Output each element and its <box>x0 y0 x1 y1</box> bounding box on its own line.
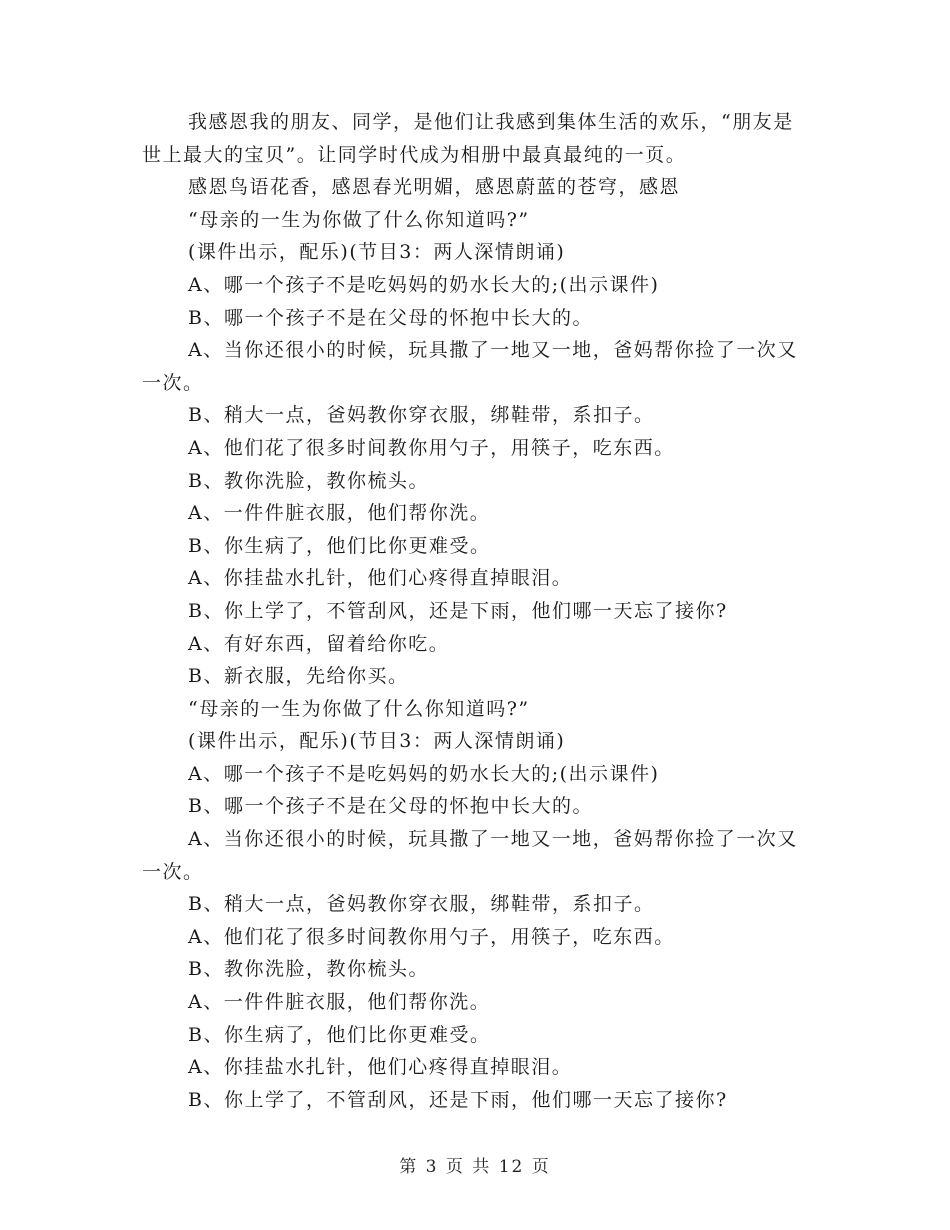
paragraph: “母亲的一生为你做了什么你知道吗?” <box>188 208 530 231</box>
paragraph: B、哪一个孩子不是在父母的怀抱中长大的。 <box>188 795 593 818</box>
paragraph: A、哪一个孩子不是吃妈妈的奶水长大的;(出示课件) <box>188 273 660 296</box>
paragraph: A、有好东西，留着给你吃。 <box>188 632 450 655</box>
paragraph: A、哪一个孩子不是吃妈妈的奶水长大的;(出示课件) <box>188 762 660 785</box>
paragraph: B、哪一个孩子不是在父母的怀抱中长大的。 <box>188 306 593 329</box>
page-number-footer: 第 3 页 共 12 页 <box>399 1157 551 1177</box>
paragraph: A、你挂盐水扎针，他们心疼得直掉眼泪。 <box>188 1056 573 1079</box>
paragraph: “母亲的一生为你做了什么你知道吗?” <box>188 697 530 720</box>
paragraph: A、一件件脏衣服，他们帮你洗。 <box>188 991 491 1014</box>
paragraph: 感恩鸟语花香，感恩春光明媚，感恩蔚蓝的苍穹，感恩 <box>188 176 681 199</box>
paragraph: A、一件件脏衣服，他们帮你洗。 <box>188 502 491 525</box>
paragraph: B、稍大一点，爸妈教你穿衣服，绑鞋带，系扣子。 <box>188 893 655 916</box>
paragraph: A、你挂盐水扎针，他们心疼得直掉眼泪。 <box>188 567 573 590</box>
paragraph: B、你生病了，他们比你更难受。 <box>188 1023 491 1046</box>
paragraph: B、你上学了，不管刮风，还是下雨，他们哪一天忘了接你? <box>188 1088 728 1111</box>
paragraph: B、教你洗脸，教你梳头。 <box>188 469 429 492</box>
paragraph: B、你生病了，他们比你更难受。 <box>188 534 491 557</box>
paragraph: B、新衣服，先给你买。 <box>188 665 409 688</box>
document-body <box>142 106 812 1116</box>
paragraph: B、教你洗脸，教你梳头。 <box>188 958 429 981</box>
paragraph: B、稍大一点，爸妈教你穿衣服，绑鞋带，系扣子。 <box>188 404 655 427</box>
paragraph: (课件出示，配乐)(节目3：两人深情朗诵) <box>188 241 566 264</box>
paragraph: A、他们花了很多时间教你用勺子，用筷子，吃东西。 <box>188 436 675 459</box>
paragraph: B、你上学了，不管刮风，还是下雨，他们哪一天忘了接你? <box>188 599 728 622</box>
paragraph: A、当你还很小的时候，玩具撒了一地又一地，爸妈帮你捡了一次又一次。 <box>142 828 798 883</box>
paragraph: 我感恩我的朋友、同学，是他们让我感到集体生活的欢乐，“朋友是世上最大的宝贝”。让同学时代成为相册中最真最纯的一页。 <box>142 111 794 166</box>
paragraph: (课件出示，配乐)(节目3：两人深情朗诵) <box>188 730 566 753</box>
paragraph: A、当你还很小的时候，玩具撒了一地又一地，爸妈帮你捡了一次又一次。 <box>142 339 798 394</box>
paragraph: A、他们花了很多时间教你用勺子，用筷子，吃东西。 <box>188 925 675 948</box>
